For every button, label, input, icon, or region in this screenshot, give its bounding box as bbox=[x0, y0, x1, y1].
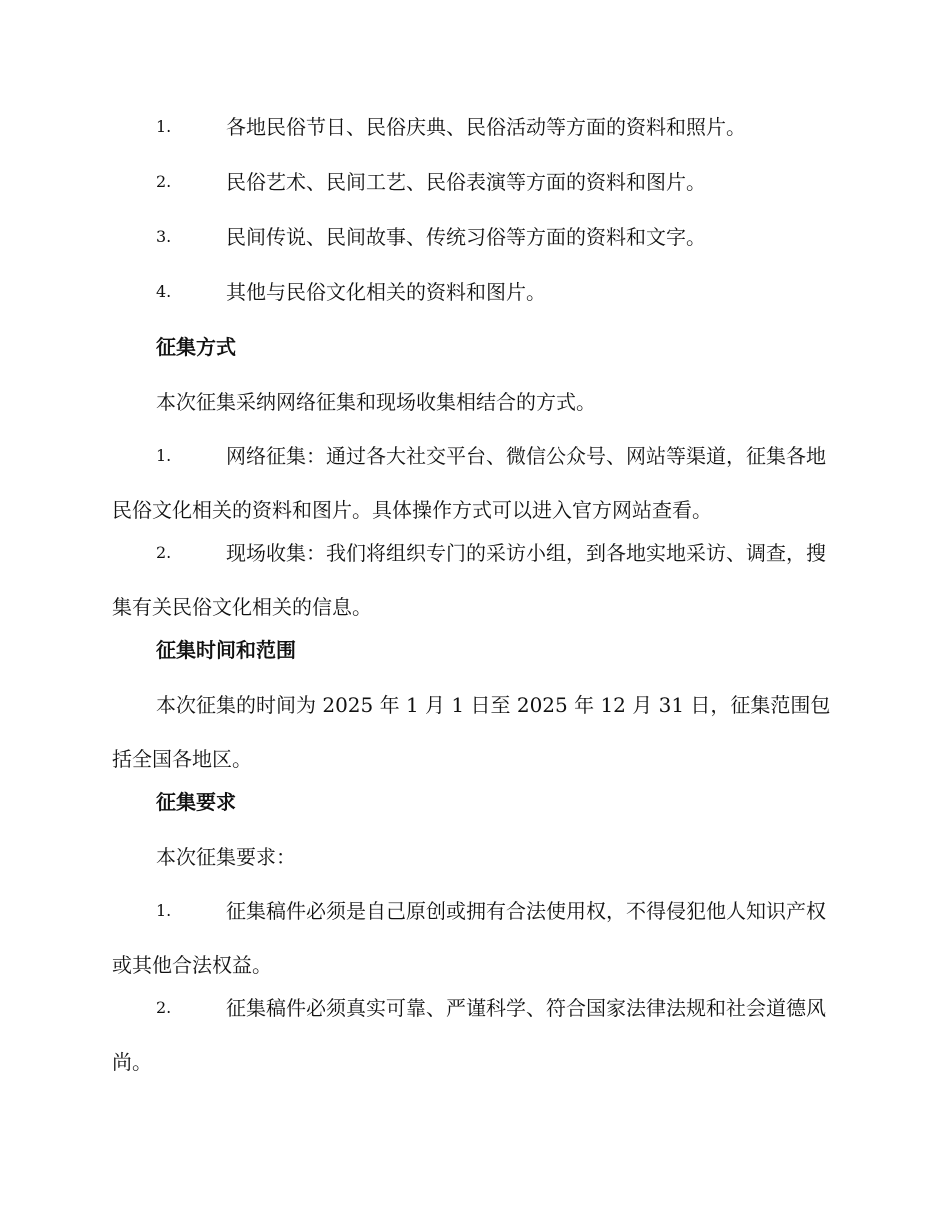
section-heading-time: 征集时间和范围 bbox=[156, 638, 296, 662]
list-number: 1. bbox=[156, 117, 172, 136]
list-text: 网络征集：通过各大社交平台、微信公众号、网站等渠道，征集各地民俗文化相关的资料和图片。具体操作方式可以进入官方网站查看。 bbox=[112, 444, 826, 522]
list-text: 现场收集：我们将组织专门的采访小组，到各地实地采访、调查，搜集有关民俗文化相关的信息。 bbox=[112, 541, 826, 619]
list-text: 征集稿件必须真实可靠、严谨科学、符合国家法律法规和社会道德风尚。 bbox=[112, 996, 826, 1074]
list-number: 3. bbox=[156, 227, 172, 246]
list-item bbox=[112, 884, 836, 992]
list-text: 民间传说、民间故事、传统习俗等方面的资料和文字。 bbox=[226, 225, 706, 249]
list-item bbox=[112, 526, 836, 634]
time-paragraph: 本次征集的时间为 2025 年 1 月 1 日至 2025 年 12 月 31 日，征集范围包括全国各地区。 bbox=[112, 693, 831, 771]
list-item bbox=[112, 100, 836, 154]
section-heading-requirements: 征集要求 bbox=[156, 790, 236, 814]
list-item bbox=[112, 981, 836, 1089]
list-number: 2. bbox=[156, 998, 172, 1017]
list-text: 其他与民俗文化相关的资料和图片。 bbox=[226, 280, 546, 304]
method-intro-paragraph: 本次征集采纳网络征集和现场收集相结合的方式。 bbox=[156, 390, 596, 414]
list-number: 1. bbox=[156, 446, 172, 465]
list-text: 征集稿件必须是自己原创或拥有合法使用权，不得侵犯他人知识产权或其他合法权益。 bbox=[112, 899, 826, 977]
list-number: 4. bbox=[156, 282, 172, 301]
section-heading-method: 征集方式 bbox=[156, 335, 236, 359]
list-number: 1. bbox=[156, 901, 172, 920]
list-item bbox=[112, 210, 836, 264]
list-text: 民俗艺术、民间工艺、民俗表演等方面的资料和图片。 bbox=[226, 170, 706, 194]
list-item bbox=[112, 429, 836, 537]
requirements-intro-paragraph: 本次征集要求： bbox=[156, 845, 296, 869]
list-item bbox=[112, 265, 836, 319]
list-item bbox=[112, 155, 836, 209]
list-number: 2. bbox=[156, 172, 172, 191]
list-number: 2. bbox=[156, 543, 172, 562]
list-text: 各地民俗节日、民俗庆典、民俗活动等方面的资料和照片。 bbox=[226, 115, 746, 139]
